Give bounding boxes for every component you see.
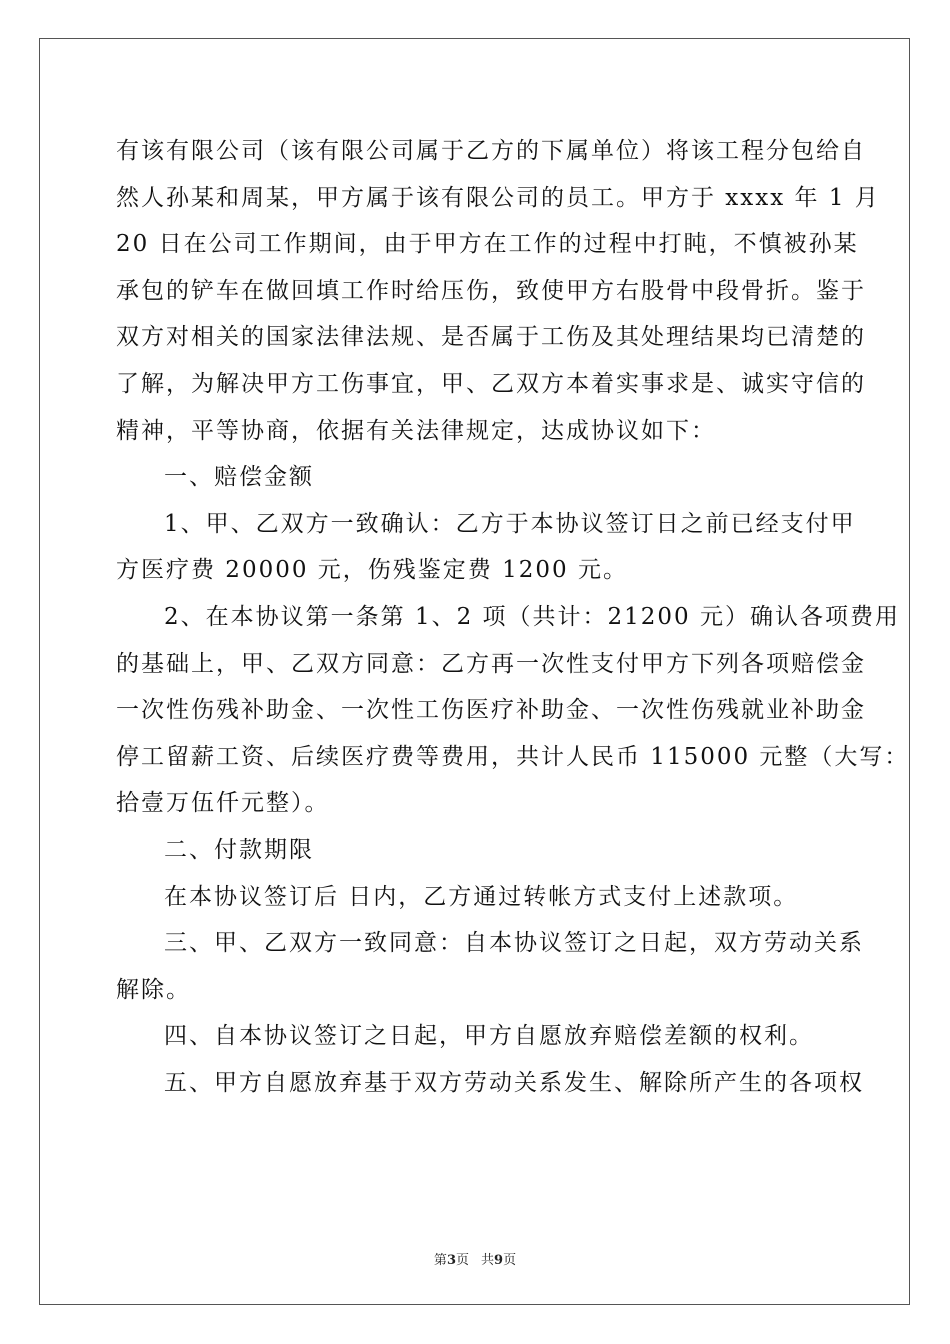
footer-page-number: 3 [446,1253,456,1268]
text-line: 方医疗费 20000 元，伤残鉴定费 1200 元。 [116,557,628,584]
text-line: 解除。 [116,976,191,1003]
document-body [116,128,910,1106]
footer-page-suffix: 页 [455,1253,469,1268]
text-line: 三、甲、乙双方一致同意：自本协议签订之日起，双方劳动关系 [164,930,864,957]
footer-page-prefix: 第 [433,1253,447,1268]
text-line: 承包的铲车在做回填工作时给压伤，致使甲方右股骨中段骨折。鉴于 [116,277,866,304]
text-line: 四、自本协议签订之日起，甲方自愿放弃赔偿差额的权利。 [164,1023,814,1050]
text-line: 一次性伤残补助金、一次性工伤医疗补助金、一次性伤残就业补助金 [116,697,866,724]
text-line: 五、甲方自愿放弃基于双方劳动关系发生、解除所产生的各项权 [164,1069,864,1096]
text-line: 双方对相关的国家法律法规、是否属于工伤及其处理结果均已清楚的 [116,324,866,351]
text-line: 了解，为解决甲方工伤事宜，甲、乙双方本着实事求是、诚实守信的 [116,370,866,397]
text-line: 20 日在公司工作期间，由于甲方在工作的过程中打盹，不慎被孙某 [116,231,859,258]
footer-total-suffix: 页 [503,1253,517,1268]
text-line: 2、在本协议第一条第 1、2 项（共计：21200 元）确认各项费用 [164,603,900,630]
page-footer [0,1249,950,1268]
text-line: 的基础上，甲、乙双方同意：乙方再一次性支付甲方下列各项赔偿金 [116,650,866,677]
footer-total-prefix: 共 [481,1253,495,1268]
text-line: 拾壹万伍仟元整）。 [116,790,330,817]
text-line: 一、赔偿金额 [164,464,314,491]
text-line: 精神，平等协商，依据有关法律规定，达成协议如下： [116,417,716,444]
text-line: 1、甲、乙双方一致确认：乙方于本协议签订日之前已经支付甲 [164,510,856,537]
text-line: 在本协议签订后 日内，乙方通过转帐方式支付上述款项。 [164,883,799,910]
text-line: 然人孙某和周某，甲方属于该有限公司的员工。甲方于 xxxx 年 1 月 [116,184,880,211]
footer-total-pages: 9 [494,1253,504,1268]
text-line: 有该有限公司（该有限公司属于乙方的下属单位）将该工程分包给自 [116,138,866,164]
text-line: 二、付款期限 [164,836,314,863]
text-line: 停工留薪工资、后续医疗费等费用，共计人民币 115000 元整（大写： [116,743,910,770]
